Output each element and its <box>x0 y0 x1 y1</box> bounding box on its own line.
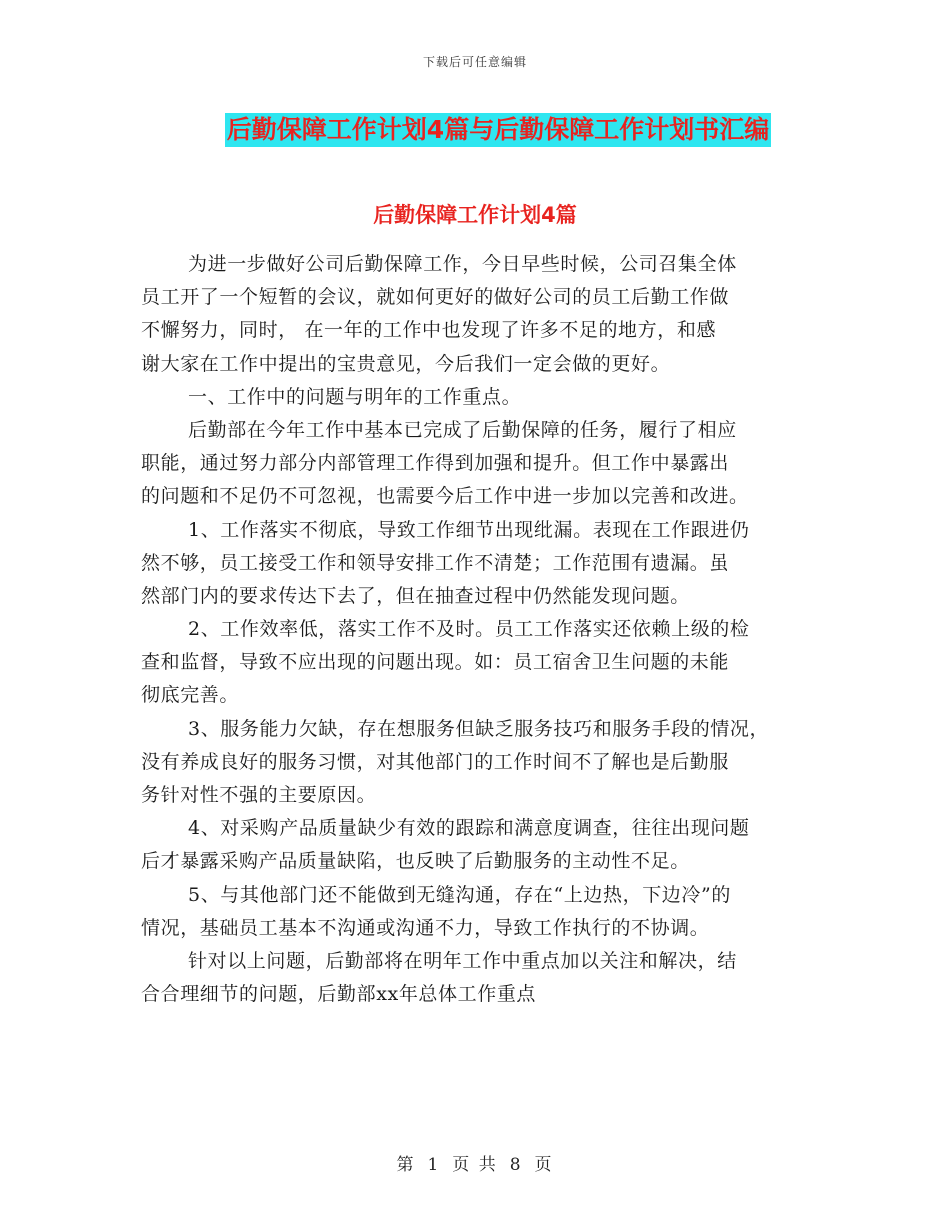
text-line: 一、工作中的问题与明年的工作重点。 <box>188 385 522 408</box>
paragraph <box>141 414 813 514</box>
paragraph <box>141 879 813 945</box>
paragraph <box>141 381 813 414</box>
text-line: 查和监督，导致不应出现的问题出现。如：员工宿舍卫生问题的未能 <box>141 651 730 674</box>
footer-prefix: 第 <box>396 1155 416 1175</box>
text-line: 的问题和不足仍不可忽视，也需要今后工作中进一步加以完善和改进。 <box>141 485 749 508</box>
document-title: 后勤保障工作计划4篇与后勤保障工作计划书汇编 <box>225 113 771 147</box>
footer-page-number: 1 <box>427 1155 441 1175</box>
text-line: 职能，通过努力部分内部管理工作得到加强和提升。但工作中暴露出 <box>141 452 730 475</box>
paragraph <box>141 812 813 878</box>
paragraph <box>141 514 813 614</box>
header-note: 下载后可任意编辑 <box>422 55 527 69</box>
text-line: 务针对性不强的主要原因。 <box>141 784 377 806</box>
text-line: 2、工作效率低，落实工作不及时。员工工作落实还依赖上级的检 <box>188 618 750 641</box>
text-line: 情况，基础员工基本不沟通或沟通不力，导致工作执行的不协调。 <box>141 916 710 939</box>
footer-total-pages: 8 <box>509 1155 523 1175</box>
text-line: 为进一步做好公司后勤保障工作，今日早些时候，公司召集全体 <box>188 253 737 275</box>
text-line: 5、与其他部门还不能做到无缝沟通，存在“上边热，下边冷”的 <box>188 883 731 906</box>
text-line: 彻底完善。 <box>141 684 240 707</box>
text-line: 合合理细节的问题，后勤部xx年总体工作重点 <box>141 983 537 1006</box>
text-line: 后勤部在今年工作中基本已完成了后勤保障的任务，履行了相应 <box>188 418 737 441</box>
text-line: 没有养成良好的服务习惯，对其他部门的工作时间不了解也是后勤服 <box>141 750 730 773</box>
text-line: 谢大家在工作中提出的宝贵意见，今后我们一定会做的更好。 <box>141 352 671 375</box>
section-title: 后勤保障工作计划4篇 <box>373 203 577 227</box>
paragraph <box>141 613 813 713</box>
document-body <box>141 248 813 1011</box>
page-footer <box>0 1150 950 1175</box>
footer-suffix: 页 <box>534 1155 554 1175</box>
paragraph <box>141 945 813 1011</box>
footer-middle: 页 共 <box>452 1155 498 1175</box>
text-line: 员工开了一个短暂的会议，就如何更好的做好公司的员工后勤工作做 <box>141 286 730 309</box>
text-line: 后才暴露采购产品质量缺陷，也反映了后勤服务的主动性不足。 <box>141 850 690 873</box>
text-line: 不懈努力，同时， 在一年的工作中也发现了许多不足的地方，和感 <box>141 319 717 342</box>
paragraph <box>141 713 813 813</box>
text-line: 然部门内的要求传达下去了，但在抽查过程中仍然能发现问题。 <box>141 584 690 607</box>
text-line: 针对以上问题，后勤部将在明年工作中重点加以关注和解决，结 <box>188 949 737 972</box>
text-line: 然不够，员工接受工作和领导安排工作不清楚；工作范围有遗漏。虽 <box>141 551 730 574</box>
document-title-container <box>0 113 950 147</box>
text-line: 4、对采购产品质量缺少有效的跟踪和满意度调查，往往出现问题 <box>188 817 750 840</box>
text-line: 1、工作落实不彻底，导致工作细节出现纰漏。表现在工作跟进仍 <box>188 518 750 541</box>
text-line: 3、服务能力欠缺，存在想服务但缺乏服务技巧和服务手段的情况， <box>188 717 770 740</box>
paragraph <box>141 248 813 381</box>
